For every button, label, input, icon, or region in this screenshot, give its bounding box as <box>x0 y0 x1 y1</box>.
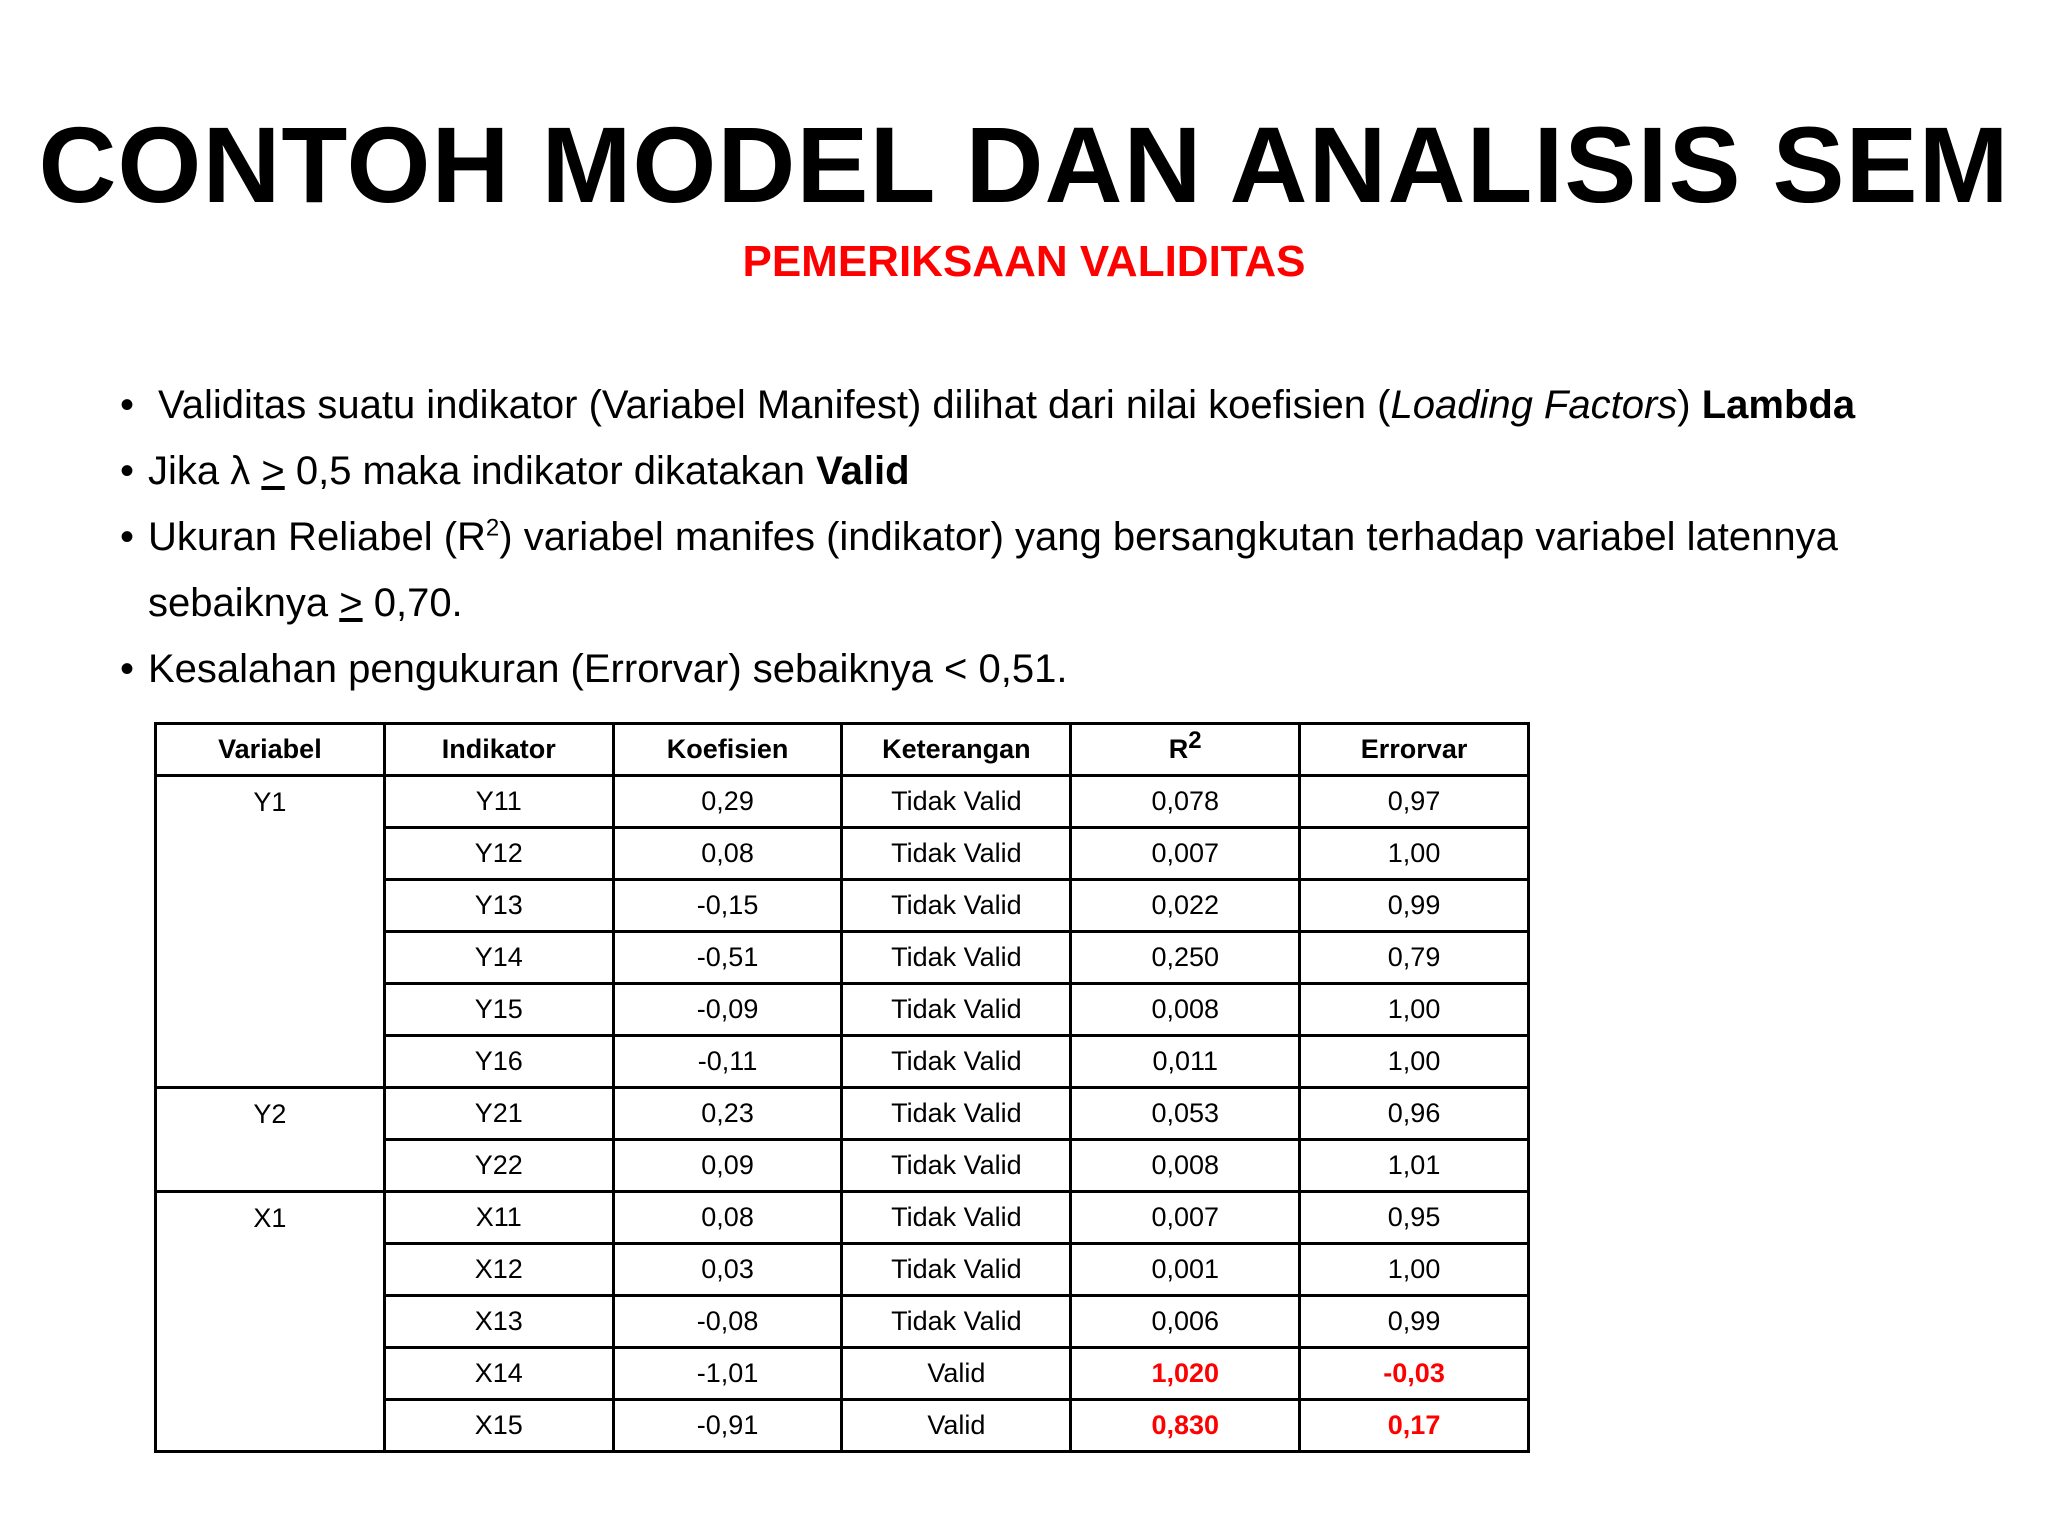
bullet-errorvar <box>120 636 2000 702</box>
table-row <box>156 1192 1529 1244</box>
bullet-validity-text-2: ) <box>1677 383 1702 427</box>
koefisien-cell: 0,08 <box>613 828 842 880</box>
indikator-cell: Y21 <box>384 1088 613 1140</box>
bullet-reliability <box>120 504 2000 636</box>
bullet-errorvar-text: Kesalahan pengukuran (Errorvar) sebaiknya < 0,51. <box>148 647 1068 691</box>
bullet-validity-italic: Loading Factors <box>1390 383 1678 427</box>
bullet-reliability-sup: 2 <box>485 514 500 542</box>
slide-title: CONTOH MODEL DAN ANALISIS SEM <box>38 104 2010 225</box>
errorvar-cell-highlight: -0,03 <box>1300 1348 1529 1400</box>
errorvar-cell: 1,00 <box>1300 984 1529 1036</box>
keterangan-cell: Tidak Valid <box>842 984 1071 1036</box>
keterangan-cell: Tidak Valid <box>842 1296 1071 1348</box>
bullet-reliability-text-1: Ukuran Reliabel (R <box>148 515 486 559</box>
keterangan-cell: Tidak Valid <box>842 1192 1071 1244</box>
r2-cell: 0,007 <box>1071 1192 1300 1244</box>
errorvar-cell-highlight: 0,17 <box>1300 1400 1529 1452</box>
header-r2 <box>1071 724 1300 776</box>
errorvar-cell: 1,00 <box>1300 828 1529 880</box>
r2-cell-highlight: 0,830 <box>1071 1400 1300 1452</box>
header-r2-text: R <box>1168 734 1189 764</box>
header-koefisien: Koefisien <box>613 724 842 776</box>
errorvar-cell: 0,79 <box>1300 932 1529 984</box>
keterangan-cell: Tidak Valid <box>842 880 1071 932</box>
keterangan-cell: Tidak Valid <box>842 932 1071 984</box>
keterangan-cell: Tidak Valid <box>842 1036 1071 1088</box>
koefisien-cell: -0,09 <box>613 984 842 1036</box>
errorvar-cell: 0,99 <box>1300 880 1529 932</box>
errorvar-cell: 0,95 <box>1300 1192 1529 1244</box>
errorvar-cell: 0,99 <box>1300 1296 1529 1348</box>
indikator-cell: Y11 <box>384 776 613 828</box>
validity-table <box>154 722 1530 1453</box>
r2-cell: 0,008 <box>1071 1140 1300 1192</box>
indikator-cell: X12 <box>384 1244 613 1296</box>
bullet-lambda-text-1: Jika λ <box>148 449 262 493</box>
r2-cell: 0,006 <box>1071 1296 1300 1348</box>
bullet-validity-bold: Lambda <box>1701 383 1856 427</box>
r2-cell: 0,001 <box>1071 1244 1300 1296</box>
koefisien-cell: -0,15 <box>613 880 842 932</box>
errorvar-cell: 1,00 <box>1300 1036 1529 1088</box>
keterangan-cell: Tidak Valid <box>842 1088 1071 1140</box>
r2-cell: 0,011 <box>1071 1036 1300 1088</box>
indikator-cell: Y13 <box>384 880 613 932</box>
errorvar-cell: 1,01 <box>1300 1140 1529 1192</box>
keterangan-cell: Valid <box>842 1400 1071 1452</box>
header-errorvar: Errorvar <box>1300 724 1529 776</box>
r2-cell: 0,008 <box>1071 984 1300 1036</box>
bullet-reliability-line-2 <box>148 570 2000 636</box>
header-indikator: Indikator <box>384 724 613 776</box>
koefisien-cell: -0,11 <box>613 1036 842 1088</box>
koefisien-cell: 0,23 <box>613 1088 842 1140</box>
indikator-cell: X14 <box>384 1348 613 1400</box>
keterangan-cell: Valid <box>842 1348 1071 1400</box>
r2-cell: 0,078 <box>1071 776 1300 828</box>
keterangan-cell: Tidak Valid <box>842 1140 1071 1192</box>
koefisien-cell: -0,08 <box>613 1296 842 1348</box>
keterangan-cell: Tidak Valid <box>842 1244 1071 1296</box>
errorvar-cell: 0,96 <box>1300 1088 1529 1140</box>
indikator-cell: Y22 <box>384 1140 613 1192</box>
keterangan-cell: Tidak Valid <box>842 776 1071 828</box>
koefisien-cell: -0,51 <box>613 932 842 984</box>
table-row <box>156 776 1529 828</box>
indikator-cell: X15 <box>384 1400 613 1452</box>
indikator-cell: X11 <box>384 1192 613 1244</box>
koefisien-cell: 0,08 <box>613 1192 842 1244</box>
koefisien-cell: 0,03 <box>613 1244 842 1296</box>
r2-cell: 0,022 <box>1071 880 1300 932</box>
bullet-lambda-bold: Valid <box>816 449 910 493</box>
koefisien-cell: -1,01 <box>613 1348 842 1400</box>
r2-cell-highlight: 1,020 <box>1071 1348 1300 1400</box>
r2-cell: 0,053 <box>1071 1088 1300 1140</box>
bullet-lambda-text-2: 0,5 maka indikator dikatakan <box>284 449 817 493</box>
bullet-reliability-ge: > <box>339 581 363 625</box>
bullet-reliability-line2a: sebaiknya <box>148 581 340 625</box>
indikator-cell: X13 <box>384 1296 613 1348</box>
bullet-reliability-line2b: 0,70. <box>362 581 463 625</box>
errorvar-cell: 1,00 <box>1300 1244 1529 1296</box>
errorvar-cell: 0,97 <box>1300 776 1529 828</box>
indikator-cell: Y16 <box>384 1036 613 1088</box>
slide-subtitle: PEMERIKSAAN VALIDITAS <box>742 237 1306 286</box>
bullet-validity-text-1: Validitas suatu indikator (Variabel Manifest) dilihat dari nilai koefisien ( <box>158 383 1391 427</box>
indikator-cell: Y14 <box>384 932 613 984</box>
bullet-lambda <box>120 438 2000 504</box>
koefisien-cell: 0,29 <box>613 776 842 828</box>
indikator-cell: Y12 <box>384 828 613 880</box>
koefisien-cell: -0,91 <box>613 1400 842 1452</box>
bullet-validity <box>120 372 2000 438</box>
keterangan-cell: Tidak Valid <box>842 828 1071 880</box>
r2-cell: 0,250 <box>1071 932 1300 984</box>
bullet-lambda-ge: > <box>261 449 285 493</box>
table-row <box>156 1088 1529 1140</box>
table-header-row <box>156 724 1529 776</box>
header-r2-sup: 2 <box>1188 727 1202 754</box>
variable-cell: Y2 <box>156 1088 385 1192</box>
indikator-cell: Y15 <box>384 984 613 1036</box>
r2-cell: 0,007 <box>1071 828 1300 880</box>
koefisien-cell: 0,09 <box>613 1140 842 1192</box>
header-variabel: Variabel <box>156 724 385 776</box>
bullet-reliability-text-2: ) variabel manifes (indikator) yang bersangkutan terhadap variabel latennya <box>499 515 1838 559</box>
variable-cell: Y1 <box>156 776 385 1088</box>
header-keterangan: Keterangan <box>842 724 1071 776</box>
bullet-list <box>120 372 2000 702</box>
variable-cell: X1 <box>156 1192 385 1452</box>
